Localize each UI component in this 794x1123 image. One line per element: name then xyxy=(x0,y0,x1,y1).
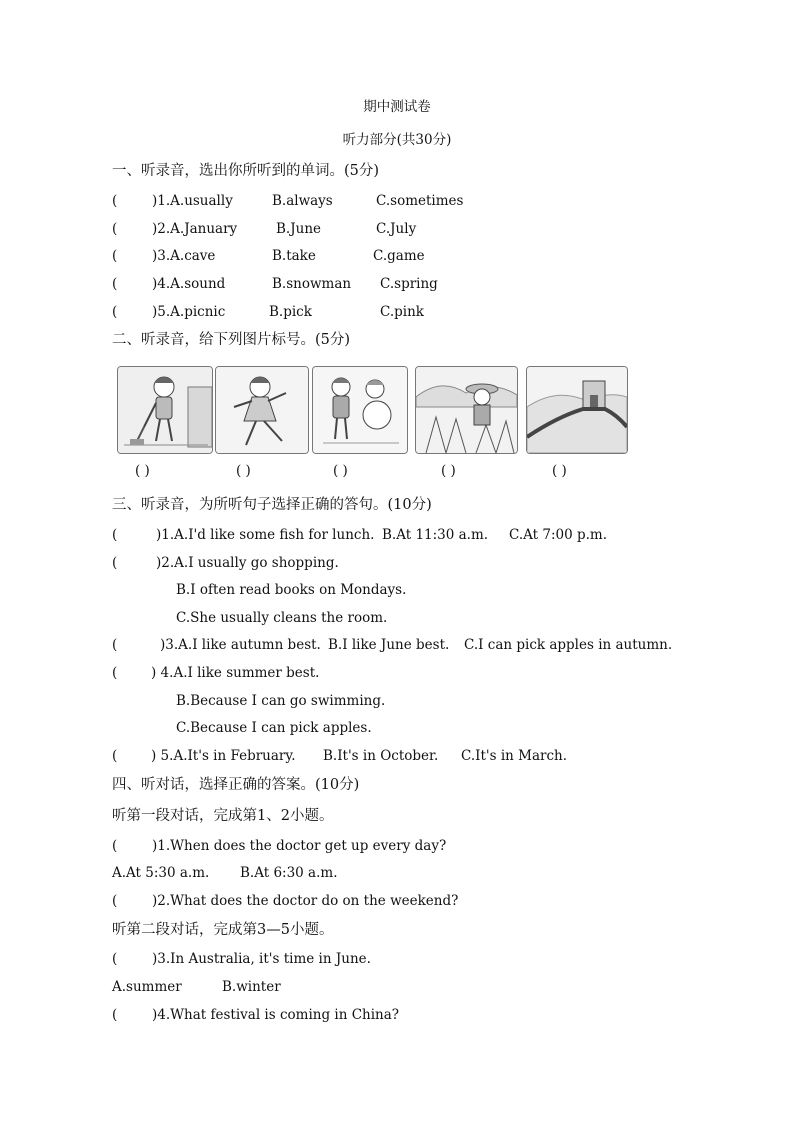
s3-q4-option-b: B.Because I can go swimming. xyxy=(176,693,386,709)
option-b: B.take xyxy=(272,248,316,264)
option-c: C.pink xyxy=(380,304,424,320)
option-b: B.June xyxy=(276,221,322,237)
picture-blank-2[interactable]: ( ) xyxy=(236,463,251,479)
picture-blank-4[interactable]: ( ) xyxy=(441,463,456,479)
answer-paren: ( xyxy=(112,193,118,209)
s3-q3-option-a: )3.A.I like autumn best. xyxy=(160,637,321,653)
s3-q2-option-c: C.She usually cleans the room. xyxy=(176,610,388,626)
option-c: C.July xyxy=(376,221,417,237)
answer-paren: ( xyxy=(112,221,118,237)
s4-q1-option-b: B.At 6:30 a.m. xyxy=(240,865,338,881)
answer-paren: ( xyxy=(112,555,118,571)
s3-q3-option-c: C.I can pick apples in autumn. xyxy=(464,637,673,653)
s4-q2-text: )2.What does the doctor do on the weekend? xyxy=(152,893,459,909)
answer-paren: ( xyxy=(112,893,118,909)
section1-heading: 一、听录音，选出你所听到的单词。(5分) xyxy=(112,163,380,179)
answer-paren: ( xyxy=(112,838,118,854)
answer-paren: ( xyxy=(112,248,118,264)
page-title: 期中测试卷 xyxy=(363,99,431,115)
s3-q1-option-a: )1.A.I'd like some fish for lunch. xyxy=(156,527,375,543)
s3-q5-option-b: B.It's in October. xyxy=(323,748,439,764)
dialog1-instruction: 听第一段对话，完成第1、2小题。 xyxy=(112,808,334,824)
s3-q4-option-a: ) 4.A.I like summer best. xyxy=(151,665,320,681)
s4-q3-text: )3.In Australia, it's time in June. xyxy=(152,951,371,967)
option-a: )2.A.January xyxy=(152,221,238,237)
great-wall-illustration xyxy=(526,366,628,454)
s3-q5-option-a: ) 5.A.It's in February. xyxy=(151,748,296,764)
answer-paren: ( xyxy=(112,951,118,967)
answer-paren: ( xyxy=(112,637,118,653)
option-c: C.game xyxy=(373,248,425,264)
s4-q1-option-a: A.At 5:30 a.m. xyxy=(112,865,210,881)
option-c: C.spring xyxy=(380,276,438,292)
girl-cleaning-illustration xyxy=(117,366,213,454)
option-a: )1.A.usually xyxy=(152,193,233,209)
s3-q1-option-b: B.At 11:30 a.m. xyxy=(382,527,489,543)
answer-paren: ( xyxy=(112,527,118,543)
picture-blank-3[interactable]: ( ) xyxy=(333,463,348,479)
answer-paren: ( xyxy=(112,665,118,681)
section4-heading: 四、听对话，选择正确的答案。(10分) xyxy=(112,777,360,793)
s4-q1-text: )1.When does the doctor get up every day? xyxy=(152,838,447,854)
s4-q3-option-b: B.winter xyxy=(222,979,281,995)
option-b: B.always xyxy=(272,193,333,209)
s3-q1-option-c: C.At 7:00 p.m. xyxy=(509,527,608,543)
answer-paren: ( xyxy=(112,748,118,764)
option-a: )4.A.sound xyxy=(152,276,226,292)
option-b: B.pick xyxy=(269,304,312,320)
s3-q2-option-a: )2.A.I usually go shopping. xyxy=(156,555,339,571)
s4-q3-option-a: A.summer xyxy=(112,979,182,995)
girl-dancing-illustration xyxy=(215,366,309,454)
s4-q4-text: )4.What festival is coming in China? xyxy=(152,1007,400,1023)
dialog2-instruction: 听第二段对话，完成第3—5小题。 xyxy=(112,922,334,938)
answer-paren: ( xyxy=(112,276,118,292)
answer-paren: ( xyxy=(112,304,118,320)
s3-q4-option-c: C.Because I can pick apples. xyxy=(176,720,372,736)
option-c: C.sometimes xyxy=(376,193,464,209)
picture-blank-1[interactable]: ( ) xyxy=(135,463,150,479)
s3-q5-option-c: C.It's in March. xyxy=(461,748,568,764)
option-b: B.snowman xyxy=(272,276,352,292)
farmer-harvest-illustration xyxy=(415,366,518,454)
s3-q2-option-b: B.I often read books on Mondays. xyxy=(176,582,407,598)
option-a: )3.A.cave xyxy=(152,248,216,264)
section2-heading: 二、听录音，给下列图片标号。(5分) xyxy=(112,332,351,348)
picture-blank-5[interactable]: ( ) xyxy=(552,463,567,479)
children-snowman-illustration xyxy=(312,366,408,454)
section3-heading: 三、听录音，为所听句子选择正确的答句。(10分) xyxy=(112,497,432,513)
answer-paren: ( xyxy=(112,1007,118,1023)
option-a: )5.A.picnic xyxy=(152,304,226,320)
s3-q3-option-b: B.I like June best. xyxy=(328,637,450,653)
page-subtitle: 听力部分(共30分) xyxy=(342,132,452,148)
